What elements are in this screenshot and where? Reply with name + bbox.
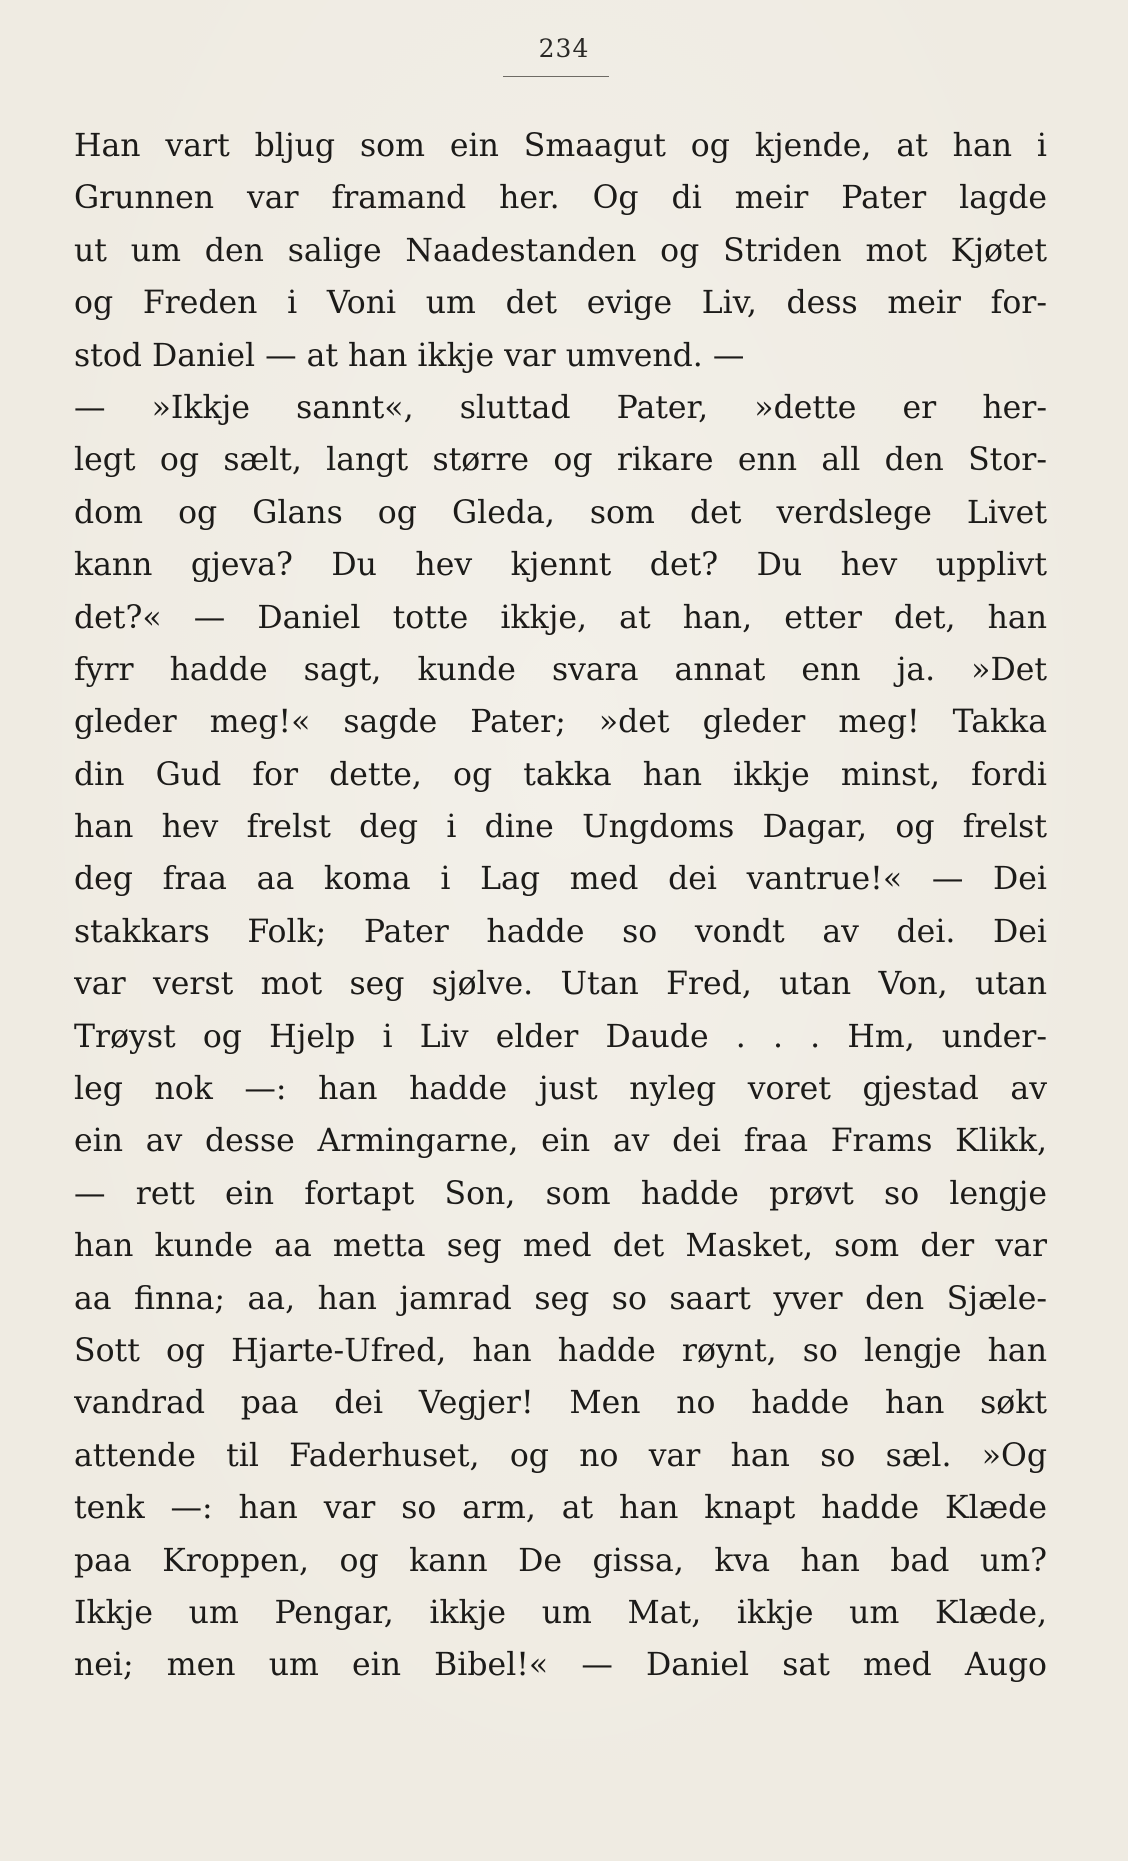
text-line: og Freden i Voni um det evige Liv, dess meir for- bbox=[74, 285, 1047, 322]
page-number: 234 bbox=[538, 34, 590, 63]
text-line: ein av desse Armingarne, ein av dei fraa Frams Klikk, bbox=[74, 1123, 1047, 1160]
text-line: din Gud for dette, og takka han ikkje minst, fordi bbox=[74, 756, 1047, 793]
text-line: Sott og Hjarte-Ufred, han hadde røynt, so lengje han bbox=[74, 1332, 1047, 1369]
text-line: han kunde aa metta seg med det Masket, som der var bbox=[74, 1228, 1047, 1265]
text-line: aa finna; aa, han jamrad seg so saart yver den Sjæle- bbox=[74, 1280, 1047, 1317]
text-line: Grunnen var framand her. Og di meir Pater lagde bbox=[74, 180, 1047, 217]
text-line: var verst mot seg sjølve. Utan Fred, utan Von, utan bbox=[74, 966, 1047, 1003]
text-line: tenk —: han var so arm, at han knapt hadde Klæde bbox=[74, 1490, 1047, 1527]
text-line: dom og Glans og Gleda, som det verdslege Livet bbox=[74, 494, 1047, 531]
text-line: — rett ein fortapt Son, som hadde prøvt so lengje bbox=[74, 1175, 1047, 1212]
text-line: nei; men um ein Bibel!« — Daniel sat med Augo bbox=[74, 1647, 1047, 1684]
page-number-rule bbox=[503, 76, 609, 77]
text-line: kann gjeva? Du hev kjennt det? Du hev upplivt bbox=[74, 547, 1047, 584]
text-line: — »Ikkje sannt«, sluttad Pater, »dette er her- bbox=[74, 389, 1047, 426]
text-line: ut um den salige Naadestanden og Striden mot Kjøtet bbox=[74, 232, 1047, 269]
text-line: stakkars Folk; Pater hadde so vondt av dei. Dei bbox=[74, 913, 1047, 950]
text-line: legt og sælt, langt større og rikare enn all den Stor- bbox=[74, 442, 1047, 479]
text-line: attende til Faderhuset, og no var han so sæl. »Og bbox=[74, 1437, 1047, 1474]
text-line: vandrad paa dei Vegjer! Men no hadde han søkt bbox=[74, 1385, 1047, 1422]
text-line: fyrr hadde sagt, kunde svara annat enn ja. »Det bbox=[74, 651, 1047, 688]
text-line: gleder meg!« sagde Pater; »det gleder meg! Takka bbox=[74, 704, 1047, 741]
text-line: det?« — Daniel totte ikkje, at han, etter det, han bbox=[74, 599, 1047, 636]
text-line: Trøyst og Hjelp i Liv elder Daude . . . Hm, under- bbox=[74, 1018, 1047, 1055]
text-line: Han vart bljug som ein Smaagut og kjende, at han i bbox=[74, 128, 1047, 164]
text-line: stod Daniel — at han ikkje var umvend. — bbox=[74, 337, 745, 374]
body-text bbox=[74, 120, 1047, 1692]
text-line: paa Kroppen, og kann De gissa, kva han bad um? bbox=[74, 1542, 1047, 1579]
text-line: leg nok —: han hadde just nyleg voret gjestad av bbox=[74, 1071, 1047, 1108]
text-line: Ikkje um Pengar, ikkje um Mat, ikkje um Klæde, bbox=[74, 1594, 1047, 1631]
text-line: han hev frelst deg i dine Ungdoms Dagar, og frelst bbox=[74, 809, 1047, 846]
text-line: deg fraa aa koma i Lag med dei vantrue!« — Dei bbox=[74, 861, 1047, 898]
